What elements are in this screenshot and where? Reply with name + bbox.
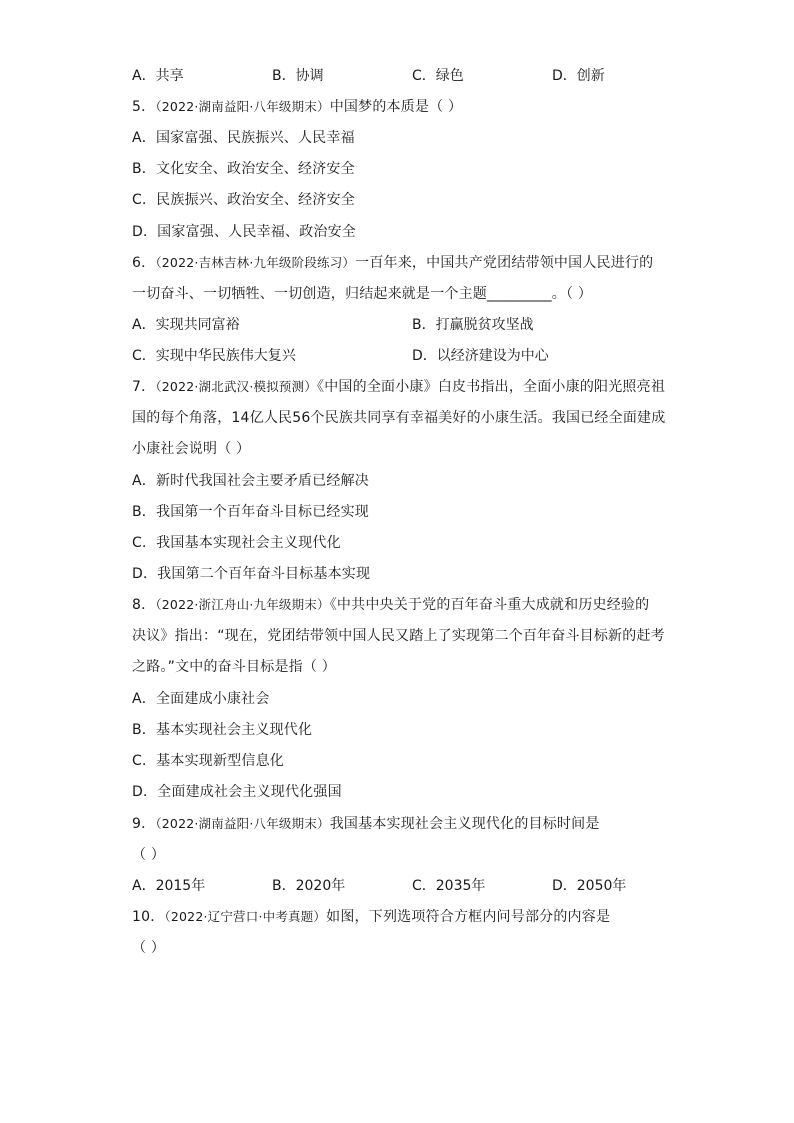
q6-source: （2022·吉林吉林·九年级阶段练习） (155, 255, 356, 270)
q9-number: 9． (132, 816, 156, 832)
q10-stem-line-2: （ ） (132, 940, 166, 956)
q9-option-b: B．2020年 (272, 878, 346, 894)
q8-option-b: B．基本实现社会主义现代化 (132, 722, 313, 738)
q6-option-b: B．打赢脱贫攻坚战 (412, 317, 534, 333)
q7-option-b: B．我国第一个百年奋斗目标已经实现 (132, 504, 370, 520)
q5-option-d: D．国家富强、人民幸福、政治安全 (132, 224, 356, 240)
q6-stem-line-2: 一切奋斗、一切牺牲、一切创造，归结起来就是一个主题_________。（ ） (132, 286, 593, 302)
q7-option-c: C．我国基本实现社会主义现代化 (132, 535, 341, 551)
q10-stem-text-1: 如图，下列选项符合方框内问号部分的内容是 (326, 909, 611, 925)
q6-option-d: D．以经济建设为中心 (412, 348, 549, 364)
q6-number: 6． (132, 255, 156, 271)
q8-option-a: A．全面建成小康社会 (132, 691, 270, 707)
q5-stem (132, 98, 462, 116)
q9-stem-text-1: 我国基本实现社会主义现代化的目标时间是 (329, 816, 600, 832)
q5-stem-text: 中国梦的本质是（ ） (329, 99, 463, 115)
q9-option-c: C．2035年 (412, 878, 486, 894)
q8-source: （2022·浙江舟山·九年级期末） (155, 597, 330, 612)
q6-stem-text-1: 一百年来，中国共产党团结带领中国人民进行的 (355, 255, 654, 271)
q7-source: （2022·湖北武汉·模拟预测） (155, 379, 318, 394)
q8-option-d: D．全面建成社会主义现代化强国 (132, 784, 342, 800)
q9-stem-line-1 (132, 815, 600, 833)
q9-source: （2022·湖南益阳·八年级期末） (155, 816, 330, 831)
q5-option-b: B．文化安全、政治安全、经济安全 (132, 161, 355, 177)
q7-option-a: A．新时代我国社会主要矛盾已经解决 (132, 473, 369, 489)
q9-stem-line-2: （ ） (132, 847, 166, 863)
q6-option-c: C．实现中华民族伟大复兴 (132, 348, 296, 364)
q5-option-a: A．国家富强、民族振兴、人民幸福 (132, 130, 355, 146)
q9-option-a: A．2015年 (132, 878, 206, 894)
q4-option-a: A．共享 (132, 68, 184, 84)
q8-stem-text-1: 《中共中央关于党的百年奋斗重大成就和历史经验的 (329, 597, 650, 613)
q6-stem-line-1 (132, 254, 653, 272)
q8-stem-line-1 (132, 596, 649, 614)
q10-source: （2022·辽宁营口·中考真题） (164, 909, 327, 924)
q5-number: 5． (132, 99, 156, 115)
q8-stem-line-2: 决议》指出：“现在，党团结带领中国人民又踏上了实现第二个百年奋斗目标新的赶考 (132, 628, 665, 644)
q7-stem-line-2: 国的每个角落，14亿人民56个民族共同享有幸福美好的小康生活。我国已经全面建成 (132, 410, 666, 426)
q8-stem-line-3: 之路。”文中的奋斗目标是指（ ） (132, 659, 336, 675)
q5-source: （2022·湖南益阳·八年级期末） (155, 99, 330, 114)
q6-option-a: A．实现共同富裕 (132, 317, 240, 333)
q8-number: 8． (132, 597, 156, 613)
q4-option-b: B．协调 (272, 68, 324, 84)
q4-option-c: C．绿色 (412, 68, 464, 84)
q7-stem-line-3: 小康社会说明（ ） (132, 441, 251, 457)
q7-option-d: D．我国第二个百年奋斗目标基本实现 (132, 566, 371, 582)
q5-option-c: C．民族振兴、政治安全、经济安全 (132, 192, 355, 208)
q8-option-c: C．基本实现新型信息化 (132, 753, 284, 769)
q7-stem-line-1 (132, 378, 665, 396)
q9-option-d: D．2050年 (552, 878, 627, 894)
q7-stem-text-1: 《中国的全面小康》白皮书指出，全面小康的阳光照亮祖 (317, 379, 666, 395)
q10-stem-line-1 (132, 908, 610, 926)
q4-option-d: D．创新 (552, 68, 605, 84)
q10-number: 10． (132, 909, 165, 925)
q7-number: 7． (132, 379, 156, 395)
